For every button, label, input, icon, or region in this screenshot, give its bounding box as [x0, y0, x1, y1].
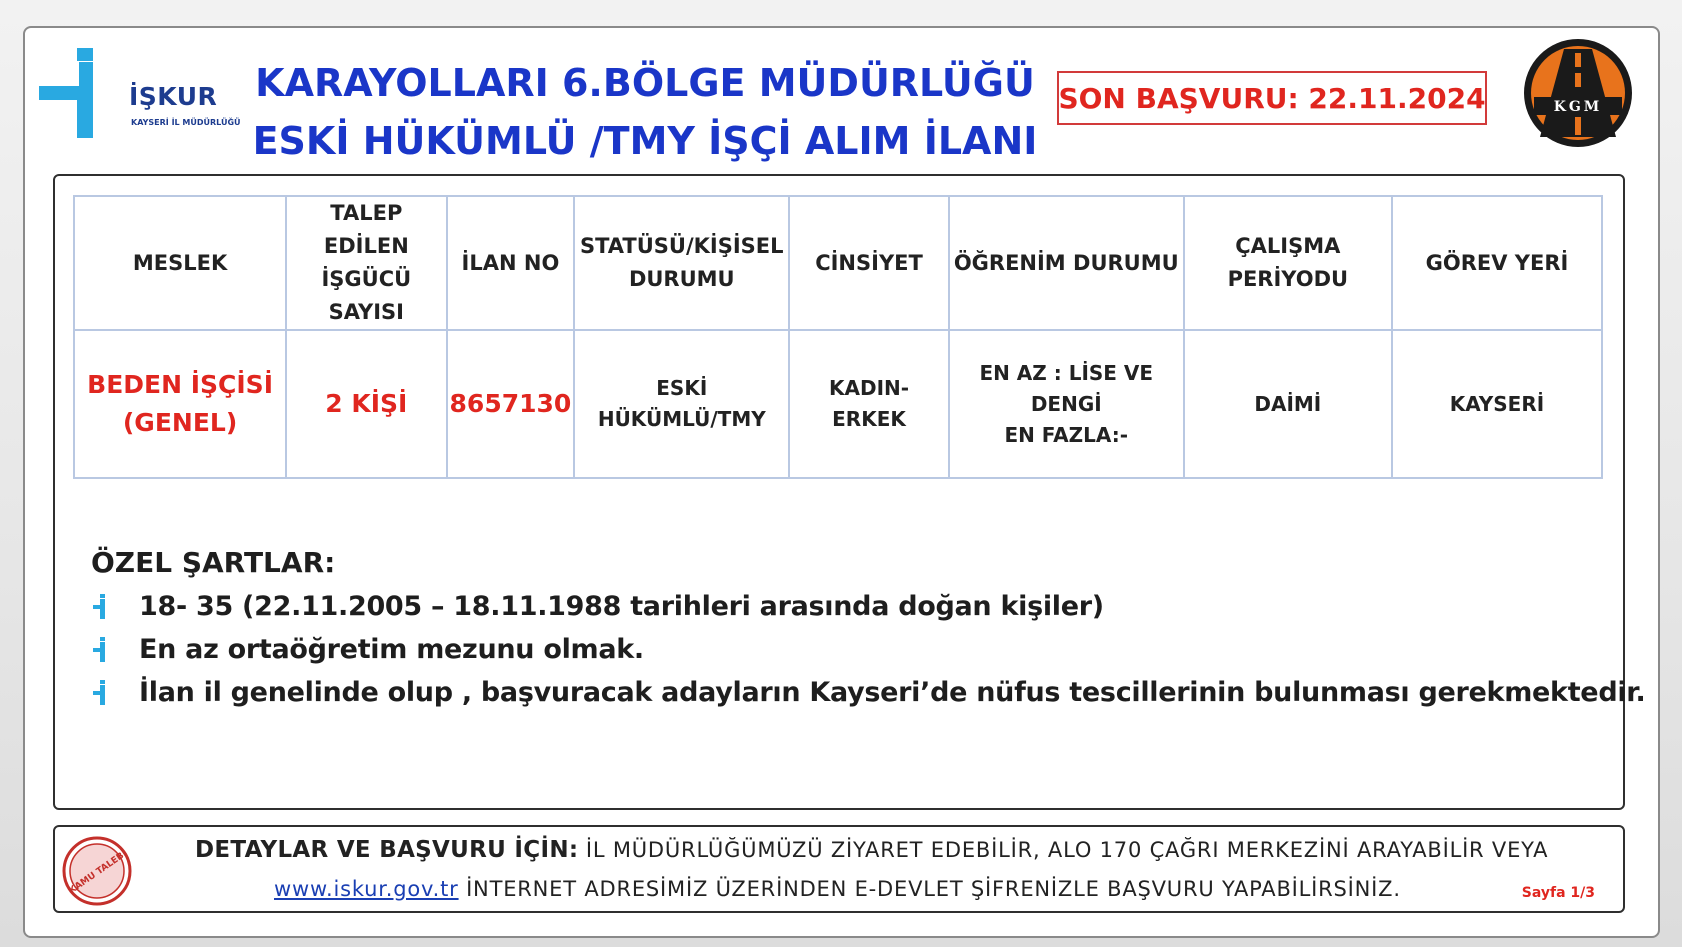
table-header-row [74, 196, 1602, 330]
kgm-logo-text: KGM [1553, 99, 1603, 115]
footer-panel [53, 825, 1625, 913]
cell-periyot: DAİMİ [1184, 330, 1392, 478]
deadline-badge [1057, 71, 1487, 125]
condition-text: En az ortaöğretim mezunu olmak. [139, 634, 644, 665]
kamu-talebi-stamp-icon [61, 835, 133, 907]
title-line-1: KARAYOLLARI 6.BÖLGE MÜDÜRLÜĞÜ [255, 61, 1035, 105]
footer-line-1 [195, 837, 1548, 863]
special-conditions [91, 546, 1645, 714]
col-header-ilan-no: İLAN NO [447, 196, 575, 330]
cell-cinsiyet: KADIN-ERKEK [789, 330, 949, 478]
page-number: Sayfa 1/3 [1521, 885, 1595, 901]
iskur-bullet-icon [91, 592, 139, 622]
footer-line-1-text: İL MÜDÜRLÜĞÜMÜZÜ ZİYARET EDEBİLİR, ALO 170 ÇAĞRI MERKEZİNİ ARAYABİLİR VEYA [585, 838, 1549, 862]
footer-line-2-text: İNTERNET ADRESİMİZ ÜZERİNDEN E-DEVLET ŞİFRENİZLE BAŞVURU YAPABİLİRSİNİZ. [466, 877, 1401, 901]
cell-ogrenim-max: EN FAZLA:- [1004, 422, 1129, 447]
page-title [245, 54, 1045, 170]
stamp-text: KAMU TALEBİ [67, 849, 129, 897]
list-item [91, 585, 1645, 628]
title-line-2: ESKİ HÜKÜMLÜ /TMY İŞÇİ ALIM İLANI [252, 119, 1038, 163]
col-header-statu: STATÜSÜ/KİŞİSEL DURUMU [574, 196, 789, 330]
footer-label: DETAYLAR VE BAŞVURU İÇİN: [195, 837, 579, 863]
announcement-slide [23, 26, 1660, 938]
condition-text: 18- 35 (22.11.2005 – 18.11.1988 tarihleri arasında doğan kişiler) [139, 591, 1104, 622]
col-header-talep: TALEP EDİLEN İŞGÜCÜ SAYISI [286, 196, 446, 330]
main-panel [53, 174, 1646, 810]
col-header-ogrenim: ÖĞRENİM DURUMU [949, 196, 1184, 330]
cell-statu: ESKİ HÜKÜMLÜ/TMY [574, 330, 789, 478]
cell-ogrenim-min: EN AZ : LİSE VE DENGİ [979, 360, 1154, 416]
cell-ilan-no: 8657130 [447, 330, 575, 478]
iskur-bullet-icon [91, 635, 139, 665]
list-item [91, 671, 1645, 714]
iskur-website-link[interactable]: www.iskur.gov.tr [274, 877, 459, 901]
iskur-symbol-icon [39, 48, 129, 148]
iskur-brand-text: İŞKUR [129, 82, 218, 111]
iskur-logo [39, 48, 239, 148]
col-header-meslek: MESLEK [74, 196, 286, 330]
col-header-cinsiyet: CİNSİYET [789, 196, 949, 330]
col-header-gorev-yeri: GÖREV YERİ [1392, 196, 1602, 330]
kgm-road-icon [1522, 37, 1634, 149]
condition-text: İlan il genelinde olup , başvuracak adayların Kayseri’de nüfus tescillerinin bulunması gerekmektedir. [139, 677, 1646, 708]
col-header-periyot: ÇALIŞMA PERİYODU [1184, 196, 1392, 330]
list-item [91, 628, 1645, 671]
iskur-bullet-icon [91, 678, 139, 708]
job-table [73, 195, 1603, 479]
footer-line-2 [274, 877, 1401, 901]
conditions-title: ÖZEL ŞARTLAR: [91, 546, 336, 579]
cell-ogrenim [949, 330, 1184, 478]
table-row [74, 330, 1602, 478]
cell-meslek: BEDEN İŞÇİSİ (GENEL) [74, 330, 286, 478]
iskur-subtitle: KAYSERİ İL MÜDÜRLÜĞÜ [131, 118, 241, 127]
cell-sayi: 2 KİŞİ [286, 330, 446, 478]
kgm-logo [1522, 37, 1634, 149]
deadline-text: SON BAŞVURU: 22.11.2024 [1058, 81, 1486, 115]
cell-gorev-yeri: KAYSERİ [1392, 330, 1602, 478]
